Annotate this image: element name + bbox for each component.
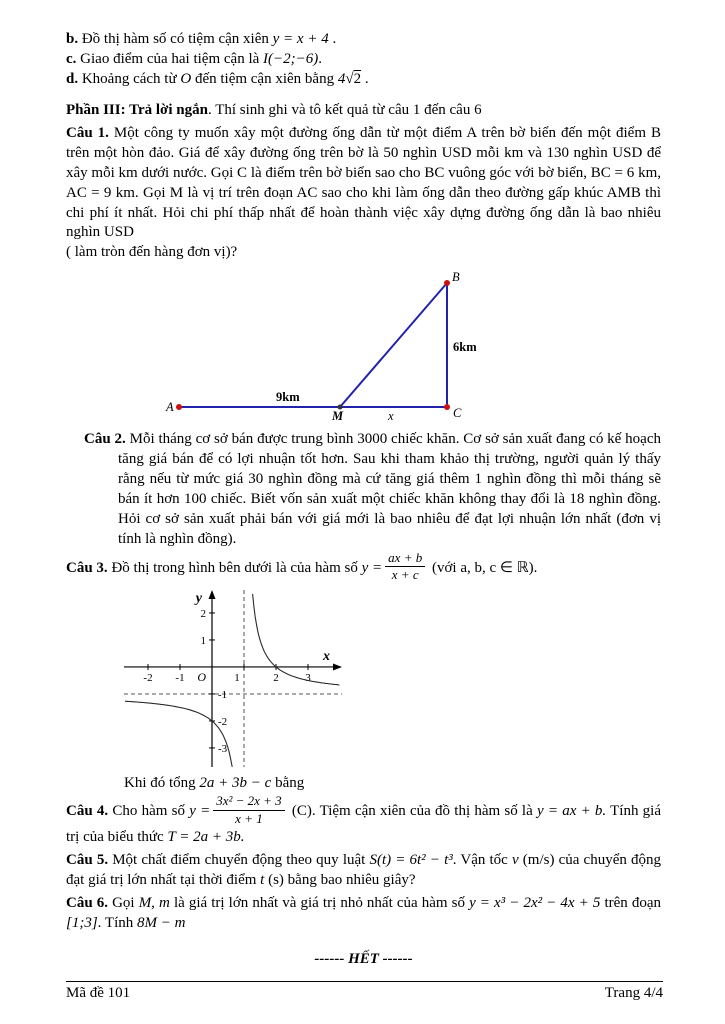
statement-c-label: c.	[66, 50, 77, 67]
x-tick-label: 1	[234, 671, 240, 684]
point-a-label: A	[166, 400, 174, 415]
question-5-mid2: (m/s) của chuyển động đạt giá trị lớn nhất tại thời điểm	[66, 852, 661, 888]
conclusion-pre: Khi đó tổng	[124, 774, 200, 791]
fraction-numerator: 3x² − 2x + 3	[213, 794, 284, 810]
question-3-conclusion	[124, 774, 661, 794]
fraction-denominator: x + 1	[235, 810, 263, 826]
question-5	[66, 851, 661, 891]
statement-b-label: b.	[66, 31, 79, 47]
question-3-lhs: y =	[361, 560, 383, 577]
origin-label: O	[197, 669, 206, 684]
conclusion-expression: 2a + 3b − c	[199, 774, 272, 791]
pipeline-lines	[179, 283, 447, 407]
statement-c-end: .	[318, 50, 322, 67]
question-6	[66, 894, 661, 934]
x-tick-label: 2	[273, 671, 279, 684]
question-6-mid: là giá trị lớn nhất và giá trị nhỏ nhất của hàm số	[169, 894, 470, 911]
page-footer	[66, 981, 663, 1002]
sqrt-sign: √	[345, 70, 354, 87]
y-tick-label: -1	[218, 688, 228, 701]
part3-title: Phần III: Trả lời ngắn	[66, 101, 208, 118]
question-4-label: Câu 4.	[66, 803, 109, 820]
question-3-fraction	[385, 551, 425, 583]
question-3-text: Đồ thị trong hình bên dưới là của hàm số	[107, 560, 362, 577]
conclusion-post: bằng	[271, 774, 305, 791]
statement-d-label: d.	[66, 70, 79, 87]
statement-b-text: Đồ thị hàm số có tiệm cận xiên	[78, 31, 273, 47]
statement-c-formula: I(−2;−6)	[263, 50, 319, 67]
question-6-pre: Gọi	[108, 894, 139, 911]
statement-d-point: O	[180, 70, 192, 87]
statement-c-text: Giao điểm của hai tiệm cận là	[76, 50, 264, 67]
point-c-label: C	[453, 406, 462, 421]
statement-d	[66, 70, 661, 90]
question-4-post: Tính giá trị của biểu thức	[66, 803, 661, 846]
question-4-fraction	[213, 794, 284, 826]
question-4	[66, 793, 661, 848]
dist-am-label: 9km	[276, 390, 300, 405]
question-6-function: y = x³ − 2x² − 4x + 5	[469, 894, 601, 911]
end-marker-text: ------ HẾT ------	[314, 950, 413, 967]
y-axis-label: y	[195, 590, 202, 606]
shore-island-dots	[176, 280, 450, 410]
question-5-label: Câu 5.	[66, 852, 109, 868]
question-4-lhs: y =	[189, 803, 211, 820]
statement-d-end: .	[361, 70, 369, 87]
question-4-expression: T = 2a + 3b.	[167, 829, 245, 846]
hyperbola-right-branch	[253, 594, 340, 685]
x-tick-label: -2	[143, 671, 153, 684]
question-6-mid3: . Tính	[97, 914, 137, 931]
x-axis-arrow-icon	[333, 663, 342, 670]
x-axis-label: x	[323, 648, 330, 664]
end-marker	[66, 950, 661, 970]
y-tick-label: 2	[200, 607, 206, 620]
fraction-numerator: ax + b	[385, 551, 425, 567]
q1-figure	[164, 269, 494, 426]
statement-b	[66, 30, 661, 50]
question-1	[66, 124, 661, 244]
question-1-note-text: ( làm tròn đến hàng đơn vị)?	[66, 244, 238, 261]
question-1-note	[66, 243, 661, 263]
fraction-denominator: x + c	[391, 567, 419, 583]
question-3-condition: (với a, b, c ∈ ℝ).	[428, 560, 538, 577]
question-6-mid2: trên đoạn	[600, 894, 662, 911]
y-axis-arrow-icon	[209, 590, 216, 599]
dist-bc-label: 6km	[453, 340, 477, 355]
question-6-interval: [1;3]	[66, 914, 98, 931]
y-tick-label: 1	[200, 634, 206, 647]
question-1-label: Câu 1.	[66, 124, 109, 141]
statement-d-mid: đến tiệm cận xiên bằng	[191, 70, 338, 87]
question-5-law: S(t) = 6t² − t³	[369, 852, 453, 868]
sqrt-radicand: 2	[353, 70, 362, 87]
question-6-expression: 8M − m	[136, 914, 186, 931]
question-3	[66, 549, 661, 585]
question-6-mm: M, m	[138, 894, 170, 911]
q1-figure-svg	[164, 269, 494, 421]
part3-heading	[66, 101, 661, 121]
part3-subtitle: . Thí sinh ghi và tô kết quả từ câu 1 đến câu 6	[207, 101, 482, 118]
exam-code: Mã đề 101	[66, 985, 131, 1001]
page-number: Trang 4/4	[604, 985, 663, 1001]
point-m-label: M	[332, 409, 344, 422]
question-4-asymptote: y = ax + b.	[536, 803, 607, 820]
dist-mc-label: x	[388, 409, 394, 422]
question-1-text: Một công ty muốn xây một đường ống dẫn từ một điểm A trên bờ biển đến một điểm B trên một hòn đảo. Giá để xây đường ống trên bờ là 50 nghìn USD mỗi km và 130 nghìn USD để xây mỗi km dưới nước. Gọi C là điểm trên bờ biển sao cho BC vuông góc với bờ biển, BC = 6 km, AC = 9 km. Gọi M là vị trí trên đoạn AC sao cho khi làm ống dẫn theo đường gấp khúc AMB thì chi phí ít nhất. Hỏi chi phí thấp nhất để hoàn thành việc xây dựng đường ống dẫn là bao nhiêu nghìn USD	[66, 124, 661, 241]
sqrt-coefficient: 4	[337, 70, 346, 87]
question-4-mid: (C). Tiệm cận xiên của đồ thị hàm số là	[287, 803, 537, 820]
question-6-label: Câu 6.	[66, 894, 109, 911]
question-3-label: Câu 3.	[66, 560, 108, 577]
question-2-label: Câu 2.	[84, 431, 126, 448]
question-5-post: (s) bằng bao nhiêu giây?	[264, 871, 416, 888]
y-tick-label: -2	[218, 715, 228, 728]
q3-graph-svg	[124, 590, 342, 767]
statement-d-text: Khoảng cách từ	[78, 70, 181, 87]
point-b-label: B	[452, 270, 460, 285]
question-2	[84, 430, 661, 550]
x-tick-label: -1	[175, 671, 185, 684]
hyperbola-left-branch	[125, 701, 232, 767]
y-tick-label: -3	[218, 742, 228, 755]
question-5-time: t	[260, 871, 265, 888]
question-2-text: Mỗi tháng cơ sở bán được trung bình 3000 chiếc khăn. Cơ sở sản xuất đang có kế hoạch tăng giá bán để có lợi nhuận tốt hơn. Sau khi tham khảo thị trường, người quản lý thấy rằng nếu từ mức giá 30 nghìn đồng mà cứ tăng giá thêm 1 nghìn đồng thì mỗi tháng sẽ bán ít hơn 100 chiếc. Biết vốn sản xuất một chiếc khăn không thay đổi là 18 nghìn đồng. Hỏi cơ sở sản xuất phải bán với giá mới là bao nhiêu để đạt lợi nhuận lớn nhất (đơn vị tính là nghìn đồng).	[118, 431, 661, 547]
statement-b-end: .	[328, 31, 337, 47]
statement-b-formula: y = x + 4	[272, 31, 329, 47]
question-5-velocity: v	[511, 852, 519, 868]
q3-graph	[124, 590, 661, 772]
question-5-pre: Một chất điểm chuyển động theo quy luật	[108, 852, 370, 868]
statement-c	[66, 50, 661, 70]
question-4-pre: Cho hàm số	[108, 803, 190, 820]
question-5-mid: . Vận tốc	[452, 852, 512, 868]
x-tick-label: 3	[305, 671, 311, 684]
